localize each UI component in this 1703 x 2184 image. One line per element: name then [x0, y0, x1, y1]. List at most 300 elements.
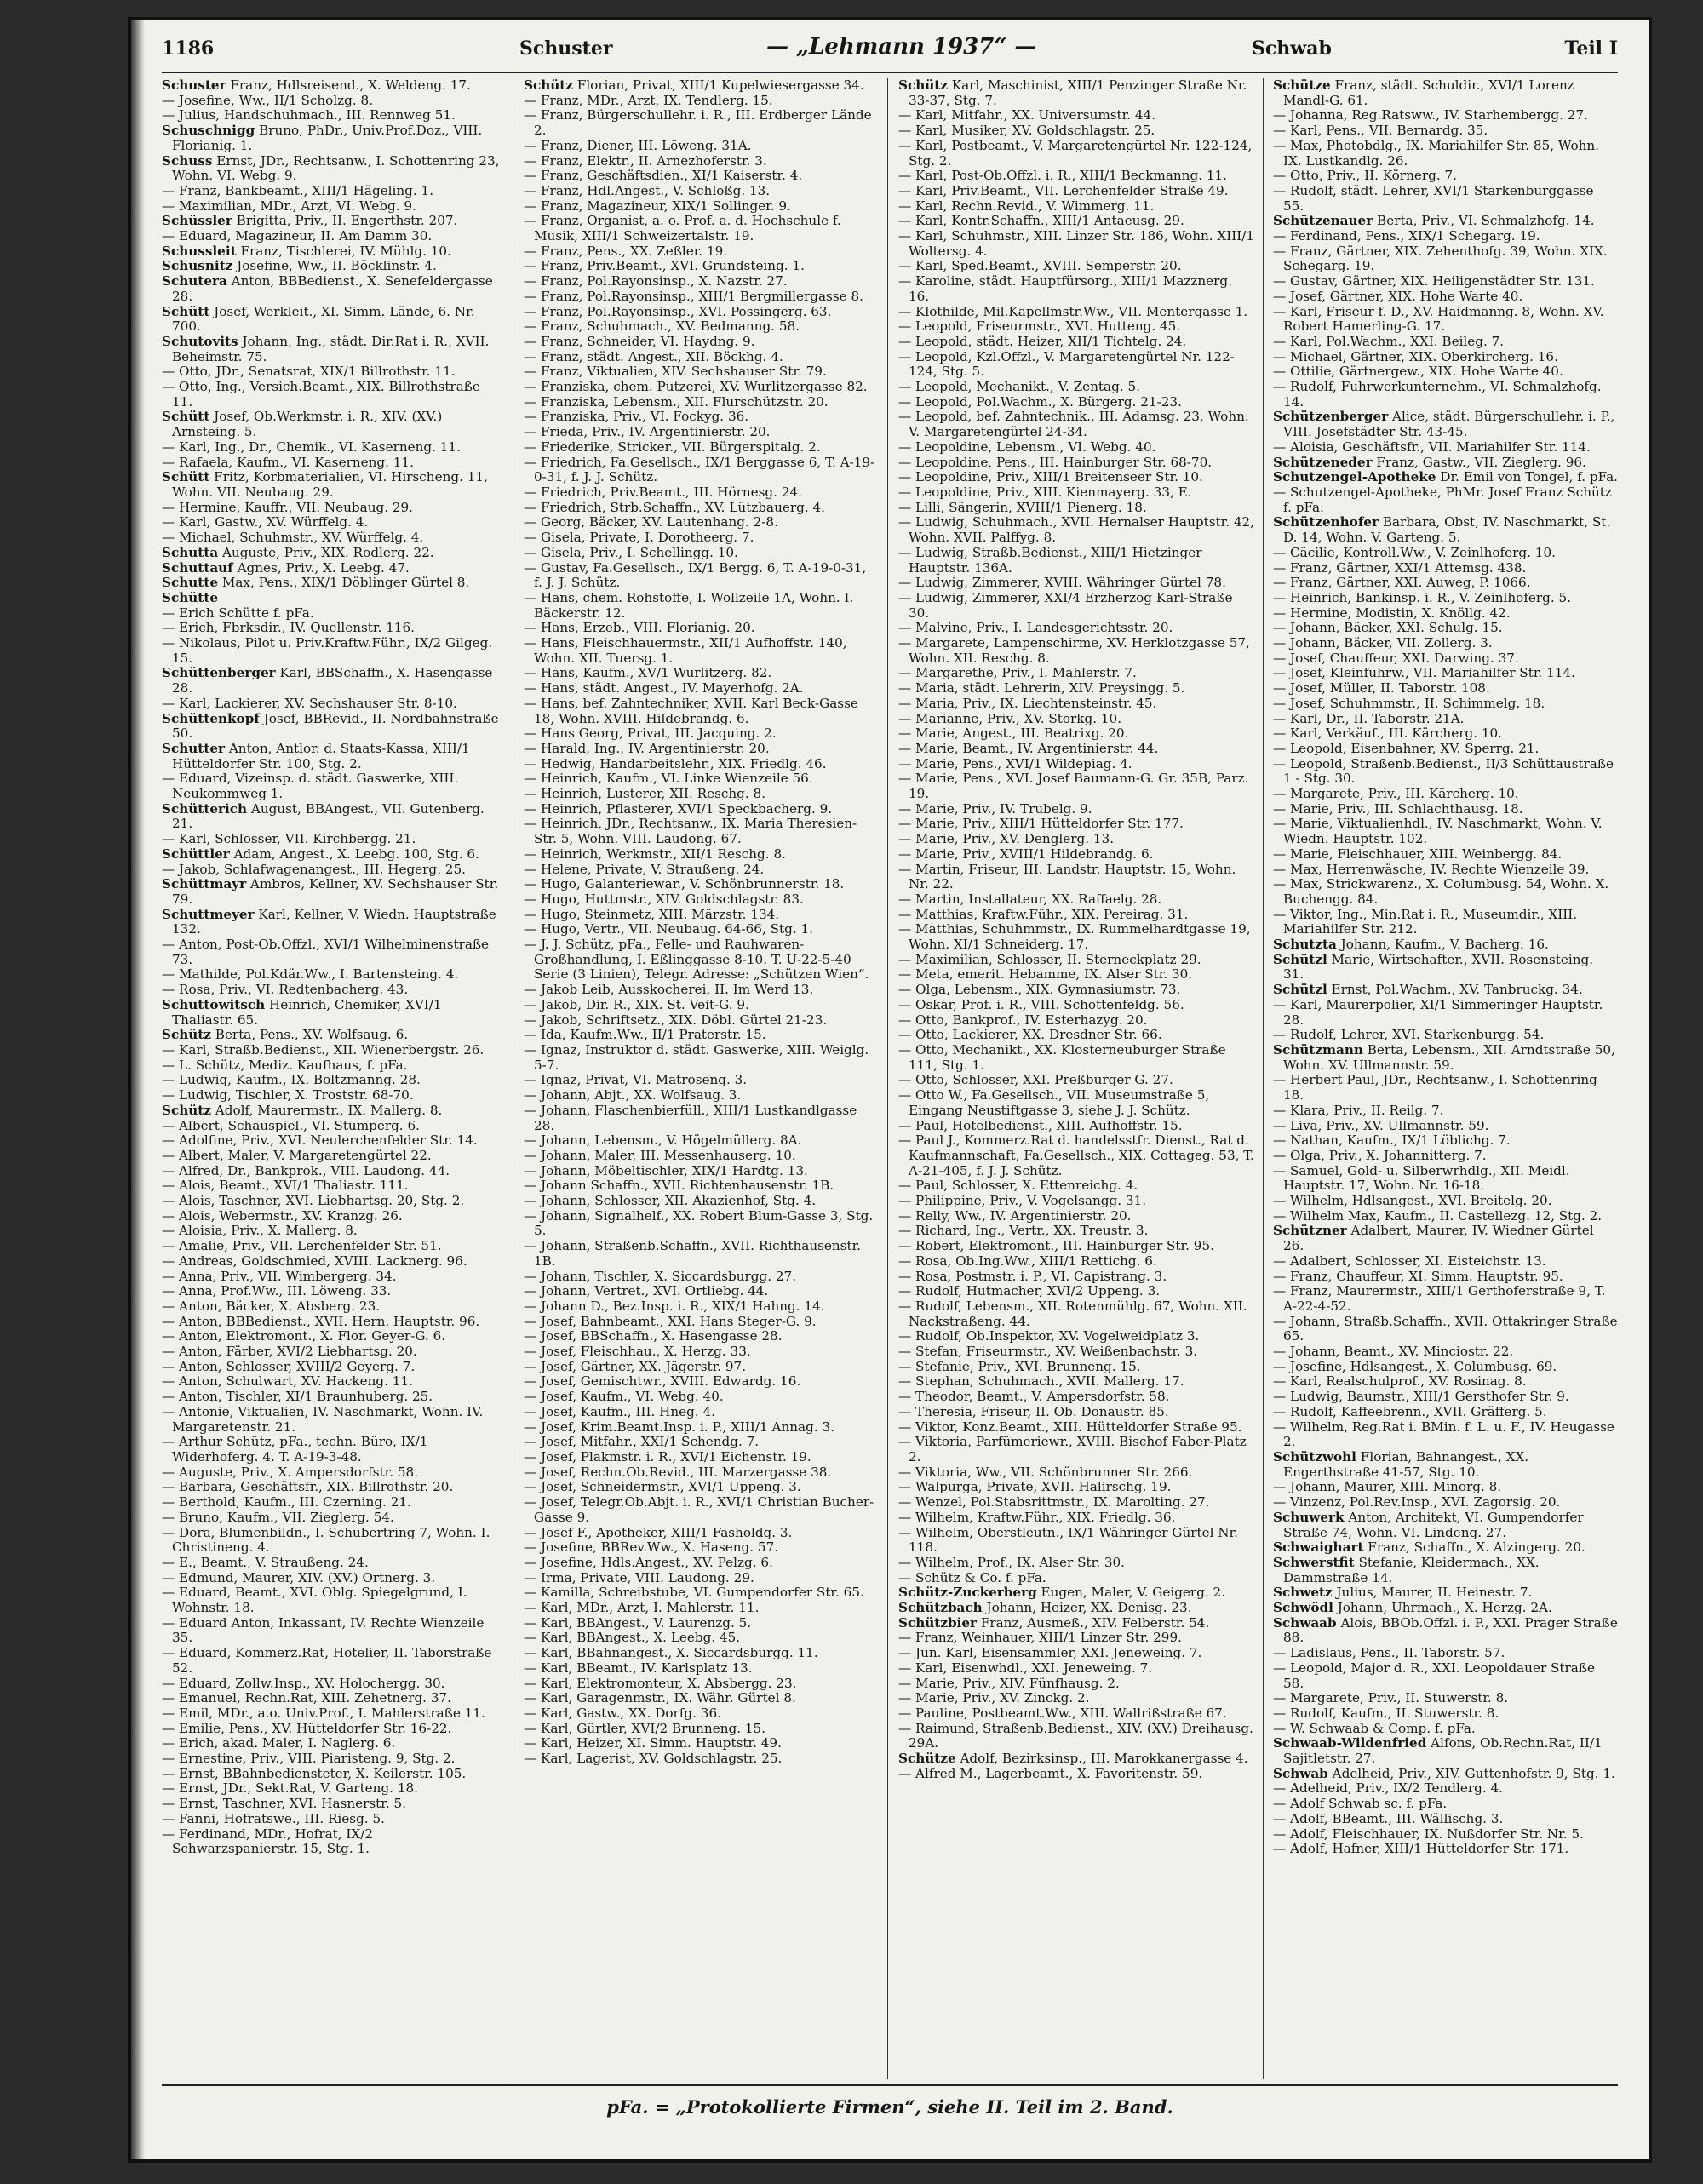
- entry-surname: Schussleit: [162, 243, 237, 259]
- entry-text: Berta, Pens., XV. Wolfsaug. 6.: [215, 1027, 409, 1043]
- directory-entry: [524, 1088, 877, 1103]
- entry-text: — Heinrich, Pflasterer, XVI/1 Speckbacherg. 9.: [524, 800, 833, 817]
- entry-text: — Alois, Webermstr., XV. Kranzg. 26.: [162, 1207, 403, 1224]
- directory-entry: [898, 1043, 1256, 1073]
- entry-text: — Samuel, Gold- u. Silberwrhdlg., XII. Meidl. Hauptstr. 17, Wohn. Nr. 16-18.: [1273, 1162, 1570, 1194]
- directory-entry: [1273, 1812, 1618, 1827]
- entry-text: — Ernestine, Priv., VIII. Piaristeng. 9, Stg. 2.: [162, 1751, 456, 1767]
- directory-entry: [162, 1797, 502, 1812]
- entry-text: — Karl, Gastw., XX. Dorfg. 36.: [524, 1705, 721, 1721]
- directory-entry: [162, 1495, 502, 1510]
- directory-entry: [524, 1646, 877, 1661]
- entry-text: — Hugo, Galanteriewar., V. Schönbrunnerstr. 18.: [524, 876, 845, 892]
- entry-text: Adalbert, Maurer, IV. Wiedner Gürtel 26.: [1283, 1223, 1594, 1254]
- directory-entry: [162, 1194, 502, 1209]
- directory-entry: [524, 726, 877, 742]
- directory-entry: [162, 456, 502, 471]
- entry-text: — Karl, Priv.Beamt., VII. Lerchenfelder Straße 49.: [898, 182, 1229, 198]
- entry-text: Auguste, Priv., XIX. Rodlerg. 22.: [222, 544, 434, 560]
- directory-entry: [162, 1239, 502, 1254]
- entry-text: — Gisela, Private, I. Dorotheerg. 7.: [524, 530, 754, 546]
- directory-entry: [1273, 1736, 1618, 1766]
- entry-text: — Viktor, Konz.Beamt., XIII. Hütteldorfer Straße 95.: [898, 1419, 1242, 1435]
- directory-entry: [898, 305, 1256, 320]
- entry-text: — Josefine, Hdls.Angest., XV. Pelzg. 6.: [524, 1554, 773, 1570]
- directory-entry: [898, 1270, 1256, 1285]
- entry-text: — Eduard, Zollw.Insp., XV. Holochergg. 30.: [162, 1675, 445, 1691]
- directory-entry: [524, 1631, 877, 1646]
- directory-entry: [898, 139, 1256, 169]
- directory-entry: [524, 877, 877, 892]
- entry-text: Eugen, Maler, V. Geigerg. 2.: [1041, 1585, 1226, 1601]
- directory-entry: [524, 802, 877, 817]
- entry-text: — Paul, Schlosser, X. Ettenreichg. 4.: [898, 1178, 1138, 1194]
- directory-entry: [1273, 787, 1618, 802]
- directory-entry: [162, 1119, 502, 1134]
- directory-columns: [162, 78, 1618, 2079]
- directory-entry: [524, 515, 877, 530]
- entry-text: — Eduard, Vizeinsp. d. städt. Gaswerke, XIII. Neukommweg 1.: [162, 771, 459, 802]
- entry-text: — Josef, Gemischtwr., XVIII. Edwardg. 16.: [524, 1373, 801, 1390]
- directory-entry: [524, 1299, 877, 1315]
- directory-entry: [524, 94, 877, 109]
- directory-entry: [1273, 1706, 1618, 1722]
- entry-text: — Hans, Fleischhauermstr., XII/1 Aufhoffstr. 140, Wohn. XII. Tuersg. 1.: [524, 635, 847, 666]
- entry-text: — Alfred, Dr., Bankprok., VIII. Laudong. 44.: [162, 1162, 450, 1178]
- entry-text: — Josefine, Hdlsangest., X. Columbusg. 69.: [1273, 1358, 1557, 1374]
- entry-text: — Helene, Private, V. Straußeng. 24.: [524, 861, 765, 877]
- entry-text: Max, Pens., XIX/1 Döblinger Gürtel 8.: [221, 575, 470, 591]
- entry-text: — Johann, Straßb.Schaffn., XVII. Ottakringer Straße 65.: [1273, 1313, 1618, 1344]
- directory-entry: [162, 771, 502, 801]
- entry-text: — Karl, Schlosser, VII. Kirchbergg. 21.: [162, 831, 416, 847]
- directory-entry: [898, 1585, 1256, 1601]
- directory-entry: [524, 561, 877, 591]
- entry-surname: Schüttenberger: [162, 665, 276, 681]
- entry-text: — Leopoldine, Pens., III. Hainburger Str. 68-70.: [898, 454, 1213, 470]
- entry-text: — Franz, Maurermstr., XIII/1 Gerthoferstraße 9, T. A-22-4-52.: [1273, 1283, 1606, 1314]
- directory-entry: [162, 274, 502, 304]
- entry-text: — Karl, BBAngest., X. Leebg. 45.: [524, 1630, 741, 1646]
- entry-text: — Johann, Abjt., XX. Wolfsaug. 3.: [524, 1087, 742, 1103]
- entry-text: — Marianne, Priv., XV. Storkg. 10.: [898, 710, 1122, 726]
- directory-entry: [524, 319, 877, 335]
- directory-entry: [162, 591, 502, 606]
- entry-text: — Harald, Ing., IV. Argentinierstr. 20.: [524, 740, 770, 756]
- entry-text: — Marie, Priv., XV. Denglerg. 13.: [898, 831, 1115, 847]
- entry-text: — Otto, Priv., II. Körnerg. 7.: [1273, 168, 1457, 184]
- entry-text: — Max, Strickwarenz., X. Columbusg. 54, Wohn. X. Buchengg. 84.: [1273, 876, 1609, 907]
- entry-text: — Maximilian, MDr., Arzt, VI. Webg. 9.: [162, 198, 416, 214]
- entry-surname: Schwerstfit: [1273, 1554, 1355, 1570]
- directory-entry: [1273, 1781, 1618, 1797]
- entry-text: Alice, städt. Bürgerschullehr. i. P., VIII. Josefstädter Str. 43-45.: [1283, 409, 1615, 440]
- directory-entry: [1273, 1556, 1618, 1585]
- entry-surname: Schutera: [162, 273, 227, 289]
- directory-entry: [898, 1526, 1256, 1556]
- entry-surname: Schwaab: [1273, 1614, 1337, 1631]
- entry-text: — Ludwig, Straßb.Bedienst., XIII/1 Hietzinger Hauptstr. 136A.: [898, 544, 1202, 576]
- directory-entry: [898, 681, 1256, 696]
- directory-entry: [1273, 380, 1618, 410]
- directory-entry: [898, 666, 1256, 681]
- directory-entry: [898, 1405, 1256, 1420]
- entry-text: — Karl, Dr., II. Taborstr. 21A.: [1273, 710, 1465, 726]
- entry-text: Johann, Heizer, XX. Denisg. 23.: [986, 1600, 1192, 1616]
- entry-text: — Leopold, Straßenb.Bedienst., II/3 Schüttaustraße 1 - Stg. 30.: [1273, 755, 1614, 787]
- entry-text: — Otto, Lackierer, XX. Dresdner Str. 66.: [898, 1027, 1162, 1043]
- entry-text: Josef, BBRevid., II. Nordbahnstraße 50.: [172, 710, 499, 742]
- entry-surname: Schützwohl: [1273, 1448, 1356, 1465]
- entry-text: — Bruno, Kaufm., VII. Zieglerg. 54.: [162, 1509, 394, 1525]
- entry-text: — Ernst, Taschner, XVI. Hasnerstr. 5.: [162, 1796, 406, 1812]
- entry-text: — L. Schütz, Mediz. Kaufhaus, f. pFa.: [162, 1057, 408, 1073]
- directory-entry: [524, 1661, 877, 1677]
- directory-entry: [162, 1315, 502, 1330]
- entry-text: — Franz, Pol.Rayonsinsp., X. Nazstr. 27.: [524, 273, 788, 289]
- directory-entry: [898, 1088, 1256, 1118]
- entry-text: — Franz, Gärtner, XIX. Zehenthofg. 39, Wohn. XIX. Schegarg. 19.: [1273, 243, 1608, 274]
- directory-entry: [1273, 666, 1618, 681]
- directory-entry: [162, 1390, 502, 1405]
- entry-text: — Marie, Priv., XV. Zinckg. 2.: [898, 1690, 1090, 1706]
- directory-entry: [1273, 1722, 1618, 1737]
- entry-surname: Schütt: [162, 303, 210, 319]
- entry-text: — Leopold, Pol.Wachm., X. Bürgerg. 21-23.: [898, 393, 1182, 410]
- entry-surname: Schutzengel-Apotheke: [1273, 469, 1436, 485]
- entry-text: — Friedrich, Fa.Gesellsch., IX/1 Berggasse 6, T. A-19-0-31, f. J. J. Schütz.: [524, 454, 875, 485]
- directory-entry: [898, 967, 1256, 983]
- directory-entry: [1273, 1495, 1618, 1510]
- directory-entry: [162, 1270, 502, 1285]
- entry-text: — Karl, BBeamt., IV. Karlsplatz 13.: [524, 1659, 753, 1676]
- directory-entry: [524, 154, 877, 169]
- directory-entry: [162, 94, 502, 109]
- directory-entry: [898, 259, 1256, 274]
- entry-surname: Schütze: [1273, 78, 1331, 93]
- directory-entry: [898, 591, 1256, 621]
- entry-text: — Rudolf, Lebensm., XII. Rotenmühlg. 67, Wohn. XII. Nackstraßeng. 44.: [898, 1298, 1247, 1329]
- entry-surname: Schützbach: [898, 1600, 983, 1616]
- entry-surname: Schütterich: [162, 800, 248, 817]
- directory-page: [128, 17, 1652, 2163]
- entry-text: — Franziska, Lebensm., XII. Flurschützstr. 20.: [524, 393, 829, 410]
- entry-text: — Leopoldine, Lebensm., VI. Webg. 40.: [898, 439, 1156, 455]
- entry-text: — Josef, Schneidermstr., XVI/1 Uppeng. 3.: [524, 1479, 801, 1495]
- entry-text: Ambros, Kellner, XV. Sechshauser Str. 79.: [172, 876, 499, 907]
- directory-entry: [898, 1239, 1256, 1254]
- entry-text: — Marie, Priv., IV. Trubelg. 9.: [898, 800, 1092, 817]
- entry-text: — Karl, Schuhmstr., XIII. Linzer Str. 186, Wohn. XIII/1 Woltersg. 4.: [898, 228, 1255, 259]
- entry-text: — Anna, Priv., VII. Wimbergerg. 34.: [162, 1268, 397, 1284]
- directory-entry: [524, 364, 877, 380]
- entry-surname: Schwab: [1273, 1765, 1328, 1781]
- directory-entry: [524, 742, 877, 757]
- entry-text: — Liva, Priv., XV. Ullmannstr. 59.: [1273, 1117, 1489, 1133]
- entry-surname: Schüttler: [162, 846, 230, 862]
- entry-text: — Franz, Schneider, VI. Haydng. 9.: [524, 333, 755, 349]
- entry-surname: Schuss: [162, 152, 213, 169]
- directory-entry: [162, 1284, 502, 1299]
- directory-entry: [162, 1526, 502, 1556]
- entry-text: Alois, BBOb.Offzl. i. P., XXI. Prager Straße 88.: [1283, 1614, 1618, 1646]
- entry-text: Josef, Ob.Werkmstr. i. R., XIV. (XV.) Arnsteing. 5.: [172, 409, 443, 440]
- directory-entry: [162, 1751, 502, 1767]
- directory-entry: [1273, 576, 1618, 591]
- directory-entry: [524, 1616, 877, 1631]
- entry-text: — Ferdinand, Pens., XIX/1 Schegarg. 19.: [1273, 228, 1540, 244]
- directory-entry: [1273, 1315, 1618, 1344]
- entry-text: — Adolf Schwab sc. f. pFa.: [1273, 1796, 1448, 1812]
- entry-text: — Antonie, Viktualien, IV. Naschmarkt, Wohn. IV. Margaretenstr. 21.: [162, 1403, 484, 1435]
- entry-text: — Josef, Mitfahr., XXI/1 Schendg. 7.: [524, 1434, 760, 1450]
- entry-text: — Albert, Schauspiel., VI. Stumperg. 6.: [162, 1117, 420, 1133]
- entry-text: — Matthias, Kraftw.Führ., XIX. Pereirag. 31.: [898, 906, 1189, 922]
- entry-text: — Wilhelm, Kraftw.Führ., XIX. Friedlg. 36.: [898, 1509, 1176, 1525]
- entry-text: — Georg, Bäcker, XV. Lautenhang. 2-8.: [524, 514, 778, 530]
- entry-text: — Josef, Kleinfuhrw., VII. Mariahilfer Str. 114.: [1273, 665, 1575, 681]
- directory-entry: [898, 802, 1256, 817]
- entry-text: — Josefine, BBRev.Ww., X. Haseng. 57.: [524, 1539, 779, 1556]
- entry-text: — Alois, Taschner, XVI. Liebhartsg. 20, Stg. 2.: [162, 1193, 465, 1209]
- entry-surname: Schützeneder: [1273, 454, 1373, 470]
- directory-entry: [1273, 1691, 1618, 1706]
- directory-entry: [524, 1585, 877, 1601]
- column-2: [524, 78, 877, 2079]
- entry-text: — Franz, Schuhmach., XV. Bedmanng. 58.: [524, 318, 800, 335]
- directory-entry: [1273, 364, 1618, 380]
- directory-entry: [162, 515, 502, 530]
- entry-text: Karl, Maschinist, XIII/1 Penzinger Straße Nr. 33-37, Stg. 7.: [909, 78, 1247, 108]
- directory-entry: [898, 922, 1256, 952]
- entry-surname: Schutte: [162, 575, 218, 591]
- directory-entry: [162, 1043, 502, 1058]
- entry-text: — Marie, Priv., XIII/1 Hütteldorfer Str. 177.: [898, 816, 1184, 832]
- entry-text: — Jakob Leib, Ausskocherei, II. Im Werd 13.: [524, 982, 814, 998]
- entry-text: — Rudolf, Kaufm., II. Stuwerstr. 8.: [1273, 1705, 1499, 1721]
- entry-text: — Rudolf, Lehrer, XVI. Starkenburgg. 54.: [1273, 1027, 1545, 1043]
- entry-text: — Franz, Organist, a. o. Prof. a. d. Hochschule f. Musik, XIII/1 Schweizertalstr. 19.: [524, 213, 841, 244]
- directory-entry: [1273, 1224, 1618, 1253]
- directory-entry: [1273, 456, 1618, 471]
- directory-entry: [898, 1751, 1256, 1767]
- directory-entry: [162, 832, 502, 847]
- directory-entry: [1273, 169, 1618, 184]
- directory-entry: [1273, 470, 1618, 485]
- directory-entry: [524, 696, 877, 726]
- entry-text: — Adalbert, Schlosser, XI. Eisteichstr. 13.: [1273, 1253, 1546, 1269]
- entry-text: — Otto, Mechanikt., XX. Klosterneuburger Straße 111, Stg. 1.: [898, 1042, 1226, 1073]
- directory-entry: [162, 636, 502, 666]
- header-part: Teil I: [1564, 37, 1618, 60]
- directory-entry: [524, 1374, 877, 1390]
- entry-text: — Johann, Signalhelf., XX. Robert Blum-Gasse 3, Stg. 5.: [524, 1207, 874, 1239]
- entry-text: — Paul, Hotelbedienst., XIII. Aufhoffstr. 15.: [898, 1117, 1183, 1133]
- header-left-keyword: Schuster: [519, 37, 613, 60]
- directory-entry: [162, 305, 502, 335]
- directory-entry: [1273, 1601, 1618, 1616]
- directory-entry: [1273, 1194, 1618, 1209]
- entry-text: — Otto, Ing., Versich.Beamt., XIX. Billrothstraße 11.: [162, 379, 480, 410]
- directory-entry: [162, 1133, 502, 1149]
- entry-text: — Olga, Priv., X. Johannitterg. 7.: [1273, 1147, 1487, 1163]
- entry-text: Johann, Uhrmach., X. Herzg. 2A.: [1337, 1600, 1552, 1616]
- directory-entry: [898, 123, 1256, 139]
- entry-text: — Anton, Elektromont., X. Flor. Geyer-G. 6.: [162, 1328, 446, 1344]
- entry-text: — Arthur Schütz, pFa., techn. Büro, IX/1 Widerhoferg. 4. T. A-19-3-48.: [162, 1434, 428, 1465]
- entry-text: — Oskar, Prof. i. R., VIII. Schottenfeldg. 56.: [898, 996, 1184, 1012]
- entry-text: — Hans, Kaufm., XV/1 Wurlitzerg. 82.: [524, 665, 772, 681]
- entry-text: — Karl, Mitfahr., XX. Universumstr. 44.: [898, 107, 1156, 123]
- entry-text: — Karl, Rechn.Revid., V. Wimmerg. 11.: [898, 198, 1155, 214]
- directory-entry: [162, 1767, 502, 1782]
- entry-text: — Franz, Priv.Beamt., XVI. Grundsteing. 1.: [524, 258, 805, 274]
- footer-rule: [162, 2084, 1618, 2086]
- directory-entry: [162, 335, 502, 364]
- directory-entry: [524, 1420, 877, 1436]
- entry-text: Stefanie, Kleidermach., XX. Dammstraße 14.: [1283, 1554, 1540, 1585]
- directory-entry: [1273, 606, 1618, 622]
- entry-text: — Franziska, chem. Putzerei, XV. Wurlitzergasse 82.: [524, 379, 868, 395]
- entry-text: — Gustav, Fa.Gesellsch., IX/1 Bergg. 6, T. A-19-0-31, f. J. J. Schütz.: [524, 559, 867, 591]
- entry-text: — Leopold, Friseurmstr., XVI. Hutteng. 45.: [898, 318, 1181, 335]
- entry-text: — Frieda, Priv., IV. Argentinierstr. 20.: [524, 424, 771, 440]
- entry-text: — Barbara, Geschäftsfr., XIX. Billrothstr. 20.: [162, 1479, 454, 1495]
- directory-entry: [1273, 1133, 1618, 1149]
- entry-text: — Maximilian, Schlosser, II. Sterneckplatz 29.: [898, 951, 1201, 967]
- directory-entry: [898, 1224, 1256, 1239]
- directory-entry: [1273, 350, 1618, 365]
- entry-text: — Josef, Kaufm., VI. Webg. 40.: [524, 1389, 724, 1405]
- directory-entry: [162, 1405, 502, 1435]
- entry-text: Josef, Werkleit., XI. Simm. Lände, 6. Nr. 700.: [172, 303, 475, 335]
- entry-text: — Theodor, Beamt., V. Ampersdorfstr. 58.: [898, 1389, 1170, 1405]
- directory-entry: [1273, 712, 1618, 727]
- entry-text: — E., Beamt., V. Straußeng. 24.: [162, 1554, 369, 1570]
- entry-text: — Kamilla, Schreibstube, VI. Gumpendorfer Str. 65.: [524, 1585, 864, 1601]
- entry-text: — Nathan, Kaufm., IX/1 Löblichg. 7.: [1273, 1132, 1511, 1149]
- directory-entry: [524, 169, 877, 184]
- directory-entry: [898, 998, 1256, 1013]
- entry-surname: Schüttenkopf: [162, 710, 260, 726]
- entry-text: — Schütz & Co. f. pFa.: [898, 1569, 1046, 1585]
- directory-entry: [898, 410, 1256, 439]
- directory-entry: [162, 530, 502, 546]
- entry-text: Karl, BBSchaffn., X. Hasengasse 28.: [172, 665, 493, 696]
- directory-entry: [162, 123, 502, 153]
- directory-entry: [898, 319, 1256, 335]
- directory-entry: [162, 1677, 502, 1692]
- directory-entry: [524, 1133, 877, 1149]
- entry-surname: Schuster: [162, 78, 226, 93]
- entry-text: — Josef, Rechn.Ob.Revid., III. Marzergasse 38.: [524, 1464, 832, 1480]
- directory-entry: [1273, 1767, 1618, 1782]
- entry-text: — Matthias, Schuhmmstr., IX. Rummelhardtgasse 19, Wohn. XI/1 Schneiderg. 17.: [898, 921, 1251, 953]
- entry-text: — Josefine, Ww., II/1 Scholzg. 8.: [162, 92, 374, 108]
- entry-text: — Marie, Priv., XVIII/1 Hildebrandg. 6.: [898, 846, 1154, 862]
- entry-text: — Michael, Schuhmstr., XV. Würffelg. 4.: [162, 530, 424, 546]
- entry-text: — Michael, Gärtner, XIX. Oberkircherg. 16.: [1273, 348, 1558, 364]
- entry-text: — Olga, Lebensm., XIX. Gymnasiumstr. 73.: [898, 982, 1181, 998]
- directory-entry: [898, 892, 1256, 908]
- directory-entry: [162, 1103, 502, 1119]
- directory-entry: [524, 908, 877, 923]
- directory-entry: [524, 1706, 877, 1722]
- directory-entry: [898, 712, 1256, 727]
- entry-text: — Viktor, Ing., Min.Rat i. R., Museumdir., XIII. Mariahilfer Str. 212.: [1273, 906, 1578, 937]
- entry-text: — Franz, Bürgerschullehr. i. R., III. Erdberger Lände 2.: [524, 107, 872, 139]
- directory-entry: [1273, 1510, 1618, 1540]
- entry-text: — Otto, Schlosser, XXI. Preßburger G. 27.: [898, 1072, 1173, 1088]
- directory-entry: [1273, 214, 1618, 229]
- directory-entry: [898, 335, 1256, 350]
- directory-entry: [1273, 636, 1618, 651]
- header-title: — „Lehmann 1937“ —: [766, 34, 1037, 60]
- directory-entry: [1273, 485, 1618, 515]
- directory-entry: [898, 1344, 1256, 1360]
- entry-text: Johann, Kaufm., V. Bacherg. 16.: [1340, 937, 1549, 953]
- entry-text: — Franz, Pens., XX. Zeßler. 19.: [524, 243, 728, 259]
- directory-entry: [898, 1390, 1256, 1405]
- entry-text: — Hugo, Steinmetz, XIII. Märzstr. 134.: [524, 906, 780, 922]
- directory-entry: [524, 274, 877, 289]
- entry-text: — Erich, akad. Maler, I. Naglerg. 6.: [162, 1735, 396, 1751]
- entry-text: Fritz, Korbmaterialien, VI. Hirscheng. 11, Wohn. VII. Neubaug. 29.: [172, 469, 488, 500]
- entry-text: — Leopold, Mechanikt., V. Zentag. 5.: [898, 379, 1140, 395]
- entry-text: — Erich, Fbrksdir., IV. Quellenstr. 116.: [162, 620, 415, 636]
- directory-entry: [1273, 1270, 1618, 1285]
- entry-text: — Johann, Möbeltischler, XIX/1 Hardtg. 13.: [524, 1162, 808, 1178]
- directory-entry: [898, 576, 1256, 591]
- directory-entry: [524, 1239, 877, 1269]
- directory-entry: [1273, 1284, 1618, 1314]
- entry-text: — Franz, Gärtner, XXI. Auweg, P. 1066.: [1273, 575, 1531, 591]
- directory-entry: [162, 78, 502, 94]
- entry-text: — Hans, chem. Rohstoffe, I. Wollzeile 1A, Wohn. I. Bäckerstr. 12.: [524, 589, 854, 621]
- directory-entry: [898, 771, 1256, 801]
- entry-text: — Johann, Vertret., XVI. Ortliebg. 44.: [524, 1283, 769, 1299]
- directory-entry: [524, 485, 877, 501]
- directory-entry: [1273, 1374, 1618, 1390]
- directory-entry: [162, 184, 502, 199]
- entry-text: — Heinrich, Werkmstr., XII/1 Reschg. 8.: [524, 846, 786, 862]
- entry-text: — Johann, Straßenb.Schaffn., XVII. Richthausenstr. 1B.: [524, 1238, 862, 1269]
- entry-surname: Schützl: [1273, 982, 1327, 998]
- entry-text: — Rudolf, Ob.Inspektor, XV. Vogelweidplatz 3.: [898, 1328, 1200, 1344]
- directory-entry: [1273, 1842, 1618, 1857]
- directory-entry: [1273, 1254, 1618, 1270]
- directory-entry: [524, 1043, 877, 1073]
- directory-entry: [524, 1405, 877, 1420]
- directory-entry: [898, 184, 1256, 199]
- entry-text: — Johann, Maler, III. Messenhauserg. 10.: [524, 1147, 796, 1163]
- directory-entry: [1273, 108, 1618, 123]
- directory-entry: [162, 802, 502, 832]
- directory-entry: [1273, 591, 1618, 606]
- entry-text: — Otto W., Fa.Gesellsch., VII. Museumstraße 5, Eingang Neustiftgasse 3, siehe J. J. Schütz.: [898, 1087, 1210, 1118]
- entry-text: — Hans Georg, Privat, III. Jacquing. 2.: [524, 725, 777, 742]
- entry-text: — Josef, Fleischhau., X. Herzg. 33.: [524, 1344, 751, 1360]
- directory-entry: [1273, 1119, 1618, 1134]
- entry-surname: Schütt: [162, 469, 210, 485]
- entry-text: — Anton, Bäcker, X. Absberg. 23.: [162, 1298, 381, 1314]
- directory-entry: [524, 1495, 877, 1525]
- entry-text: Dr. Emil von Tongel, f. pFa.: [1440, 469, 1618, 485]
- entry-text: — Marie, Beamt., IV. Argentinierstr. 44.: [898, 740, 1159, 756]
- directory-entry: [162, 1224, 502, 1239]
- directory-entry: [898, 380, 1256, 395]
- directory-entry: [1273, 1646, 1618, 1661]
